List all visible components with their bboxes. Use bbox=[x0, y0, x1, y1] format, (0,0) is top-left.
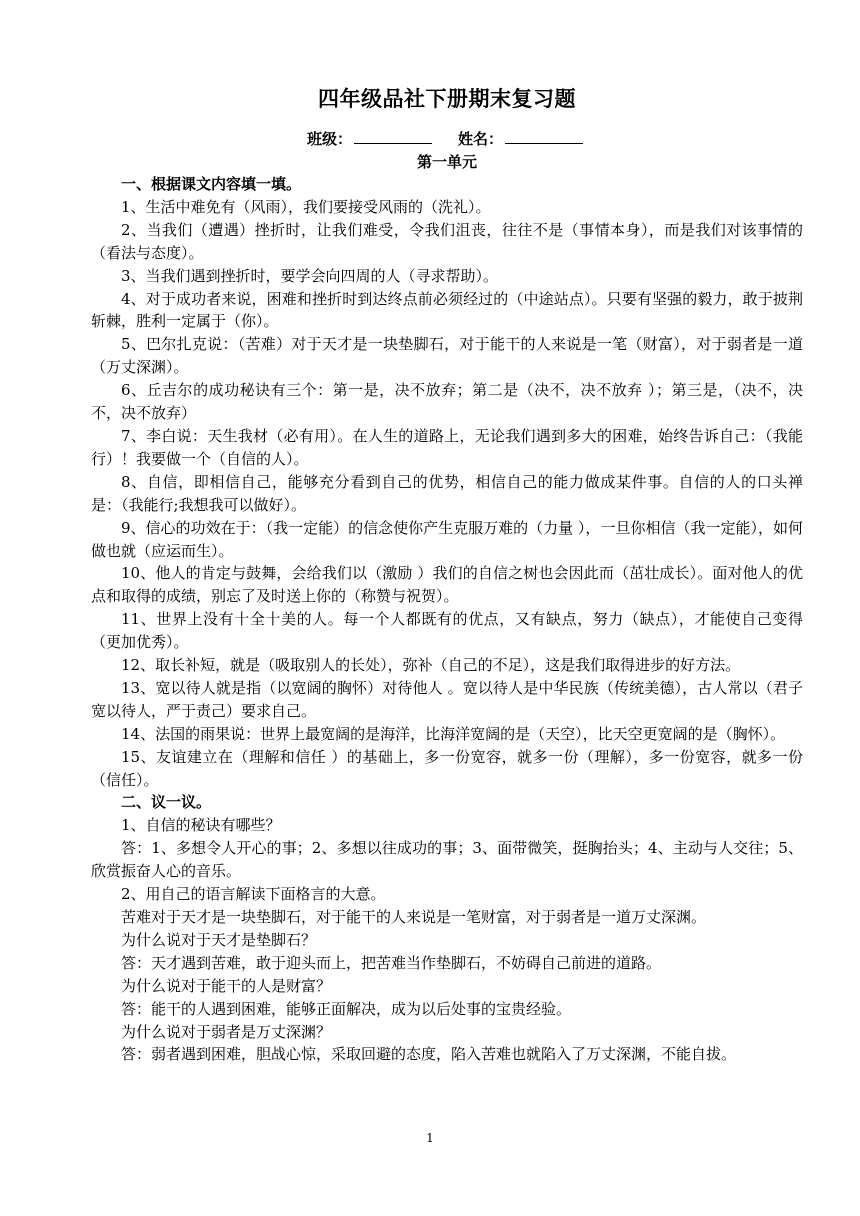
unit-heading: 第一单元 bbox=[416, 153, 477, 171]
question-item: 为什么说对于弱者是万丈深渊？ bbox=[121, 1022, 332, 1041]
question-item: 11、世界上没有十全十美的人。每一个人都既有的优点，又有缺点，努力（缺点），才能使自己变得（更加优秀）。 bbox=[91, 610, 803, 652]
answer-item: 答：能干的人遇到困难，能够正面解决，成为以后处事的宝贵经验。 bbox=[121, 999, 572, 1018]
name-blank[interactable] bbox=[505, 129, 583, 144]
section-heading: 二、议一议。 bbox=[121, 793, 212, 812]
class-blank[interactable] bbox=[354, 129, 432, 144]
question-item: 4、对于成功者来说，困难和挫折时到达终点前必须经过的（中途站点）。只要有坚强的毅力，敢于披荆斩棘，胜利一定属于（你）。 bbox=[91, 289, 803, 331]
answer-item: 答：1、多想令人开心的事；2、多想以往成功的事；3、面带微笑，挺胸抬头；4、主动与人交往；5、欣赏振奋人心的音乐。 bbox=[91, 839, 803, 881]
question-item: 3、当我们遇到挫折时，要学会向四周的人（寻求帮助）。 bbox=[121, 266, 499, 285]
question-item: 1、生活中难免有（风雨），我们要接受风雨的（洗礼）。 bbox=[121, 197, 491, 216]
page-number: 1 bbox=[426, 1131, 434, 1145]
question-item: 9、信心的功效在于：（我一定能）的信念使你产生克服万难的（力量 ），一旦你相信（我一定能），如何做也就（应运而生）。 bbox=[91, 518, 803, 560]
question-item: 13、宽以待人就是指（以宽阔的胸怀）对待他人 。宽以待人是中华民族（传统美德），古人常以（君子宽以待人，严于责己）要求自己。 bbox=[91, 678, 803, 720]
document-body bbox=[91, 173, 803, 1066]
class-name-line bbox=[91, 128, 803, 151]
question-item: 2、当我们（遭遇）挫折时，让我们难受，令我们沮丧，往往不是（事情本身），而是我们对该事情的（看法与态度）。 bbox=[91, 220, 803, 262]
answer-item: 答：弱者遇到困难，胆战心惊，采取回避的态度，陷入苦难也就陷入了万丈深渊，不能自拔。 bbox=[121, 1045, 737, 1064]
question-item: 8、自信，即相信自己，能够充分看到自己的优势，相信自己的能力做成某件事。自信的人的口头禅是：（我能行;我想我可以做好）。 bbox=[91, 472, 803, 514]
question-item: 10、他人的肯定与鼓舞，会给我们以（激励 ）我们的自信之树也会因此而（茁壮成长）。面对他人的优点和取得的成绩，别忘了及时送上你的（称赞与祝贺）。 bbox=[91, 564, 803, 606]
question-item: 2、用自己的语言解读下面格言的大意。 bbox=[121, 885, 386, 904]
question-item: 1、自信的秘诀有哪些？ bbox=[121, 816, 281, 835]
question-item: 6、丘吉尔的成功秘诀有三个：第一是，决不放弃；第二是（决不，决不放弃 ）；第三是，（决不，决不，决不放弃） bbox=[91, 381, 803, 423]
question-item: 12、取长补短，就是（吸取别人的长处），弥补（自己的不足），这是我们取得进步的好方法。 bbox=[121, 656, 741, 675]
question-item: 为什么说对于能干的人是财富？ bbox=[121, 976, 332, 995]
question-item: 15、友谊建立在（理解和信任 ）的基础上，多一份宽容，就多一份（理解），多一份宽容，就多一份（信任）。 bbox=[91, 747, 803, 789]
answer-item: 答：天才遇到苦难，敢于迎头而上，把苦难当作垫脚石，不妨碍自己前进的道路。 bbox=[121, 953, 662, 972]
question-item: 5、巴尔扎克说：（苦难）对于天才是一块垫脚石，对于能干的人来说是一笔（财富），对于弱者是一道（万丈深渊）。 bbox=[91, 335, 803, 377]
name-label: 姓名： bbox=[458, 130, 504, 148]
question-item: 为什么说对于天才是垫脚石？ bbox=[121, 930, 317, 949]
question-item: 14、法国的雨果说：世界上最宽阔的是海洋，比海洋宽阔的是（天空），比天空更宽阔的是（胸怀）。 bbox=[121, 724, 786, 743]
page-title: 四年级品社下册期末复习题 bbox=[318, 87, 576, 111]
section-heading: 一、根据课文内容填一填。 bbox=[121, 175, 302, 193]
class-label: 班级： bbox=[306, 130, 352, 148]
quote-item: 苦难对于天才是一块垫脚石，对于能干的人来说是一笔财富，对于弱者是一道万丈深渊。 bbox=[121, 908, 707, 926]
question-item: 7、李白说：天生我材（必有用）。在人生的道路上，无论我们遇到多大的困难，始终告诉自己：（我能行）！我要做一个（自信的人）。 bbox=[91, 426, 803, 468]
